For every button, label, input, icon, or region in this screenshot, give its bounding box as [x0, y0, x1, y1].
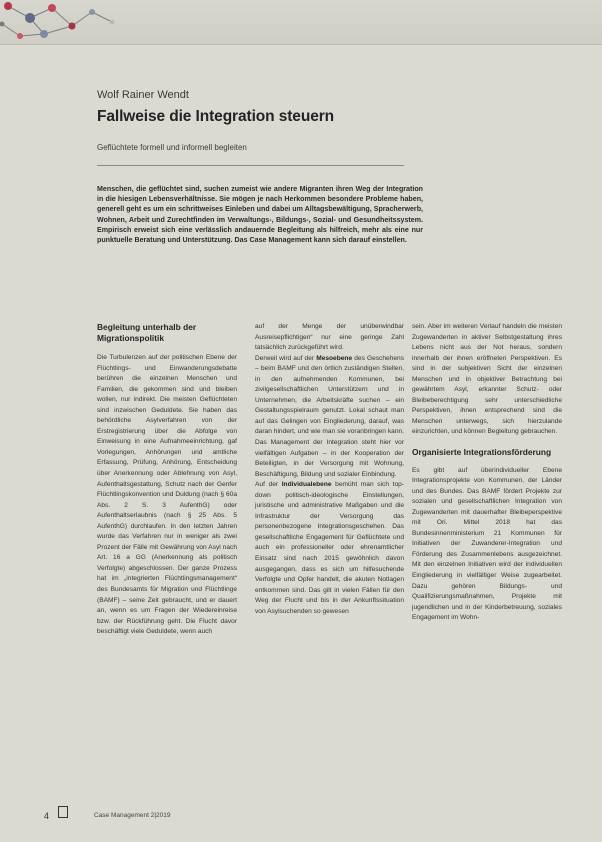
keyword: Individualebene: [281, 481, 332, 489]
author-name: Wolf Rainer Wendt: [97, 89, 189, 101]
body-text: bemüht man sich top-down politisch-ideologische Einstellungen, juristische und administrative Maßgaben und die Infrastruktur der Versorgung das personenbezogene Integrationsgeschehen. Das gesellschaftliche Engagement für Geflüchtete und auch ein professioneller oder ehrenamtlicher Einsatz sind nach 2015 gewöhnlich davon ausgegangen, dass es sich um hilfesuchende Verfolgte und Opfer handelt, die akuten Notlagen entkommen sind. Das gilt in vielen Fällen für den Weg der Flucht und bis in der Ankunftssituation von Asylsuchenden so gewesen: [255, 481, 404, 615]
body-text: Derweil wird auf der: [255, 354, 317, 362]
body-paragraph: [255, 354, 404, 481]
molecule-network-icon: [0, 0, 130, 48]
section-heading: Begleitung unterhalb der Migrationspolitik: [97, 322, 197, 343]
body-paragraph: Die Turbulenzen auf der politischen Ebene der Flüchtlings- und Einwanderungsdebatte berühren die einzelnen Menschen und Familien, die gekommen sind und bleiben wollen, nur indirekt. Die meisten Geflüchteten sind inzwischen Geduldete. Sie haben das behördliche Asylverfahren von der Erstregistrierung über die Abfolge von Einweisung in eine Aufnahmeeinrichtung, gaf Vorlegungen, Anhörungen und amtliche Erfassung, Prüfung, Anhörung, Entscheidung über Anerkennung oder Ablehnung von Asyl, Aufenthaltsgestattung, Schutz nach der Genfer Flüchtlingskonvention und Duldung (nach § 60a Abs. 2 S. 3 AufenthG) oder Aufenthaltserlaubnis (nach § 25 Abs. 5 AufenthG) durchlaufen. In den letzten Jahren wurde das Verfahren nur in weniger als zwei Prozent der Fälle mit Gewährung von Asyl nach Art. 16 a GG (Anerkennung als politisch Verfolgte) abgeschlossen. Der ganze Prozess hat im „integrierten Flüchtlingsmanagement“ des Bundesamts für Migration und Flüchtlinge (BAMF) – seine Zeit gebraucht, und er dauert an, wenn es um Fragen der Wiedereinreise bzw. der Rückführung geht. Die Flucht davor beschäftigt viele Geduldete, wenn auch: [97, 354, 237, 636]
intro-paragraph: Menschen, die geflüchtet sind, suchen zumeist wie andere Migranten ihren Weg der Integration in die hiesigen Lebensverhältnisse. Sie mögen je nach Herkommen besondere Probleme haben, generell geht es um ein schrittweises Einleben und dabei um Alltagsbewältigung, Spracherwerb, Wohnen, Arbeit und Zurechtfinden im Verwaltungs-, Bildungs-, Sozial- und Gesundheitssystem. Empirisch erweist sich eine verlässlich andauernde Begleitung als hilfreich, mehr als eine nur punktuelle Beratung und Unterstützung. Das Case Management kann sich darauf einstellen.: [97, 185, 423, 245]
article-title: Fallweise die Integration steuern: [97, 108, 335, 125]
divider: [97, 165, 404, 166]
document-icon: [58, 806, 68, 818]
body-paragraph: [255, 480, 404, 617]
article-subtitle: Geflüchtete formell und informell begleiten: [97, 143, 247, 152]
body-text: Auf der: [255, 481, 282, 489]
body-text: des Geschehens – beim BAMF und den örtlich zuständigen Stellen, in den aufnehmenden Kommunen, bei zivilgesellschaftlichen Unterstützern und in Unternehmen, die Arbeitskräfte suchen – ein Gestaltungsspielraum genutzt. Lokal schaut man auf das Gelingen von Eingliederung, darauf, was daran hindert, und wie man sie voranbringen kann. Das Management der Integration steht hier vor vielfältigen Aufgaben – in der Kooperation der Beteiligten, in der Versorgung mit Wohnung, Beschäftigung, Bildung und sozialer Einbindung.: [255, 354, 404, 478]
page-number: 4: [44, 811, 50, 821]
body-paragraph: sein. Aber im weiteren Verlauf handeln die meisten Zugewanderten in aktiver Selbstgestaltung ihres Lebens nicht aus der Not heraus, sondern innerhalb der ihnen eröffneten Perspektiven. Es sind in der subjektiven Sicht der einzelnen Menschen und in objektiver Betrachtung bei gewährtem Asyl, erkannter Schutz- oder Bleibeberechtigung sehr unterschiedliche Perspektiven, ihnen entsprechend sind die Menschen unterwegs, sich hierzulande einzurichten, und können Begleitung gebrauchen.: [412, 323, 562, 436]
body-paragraph: Es gibt auf überindividueller Ebene Integrationsprojekte von Kommunen, der Länder und des Bundes. Das BAMF fördert Projekte zur sozialen und gesellschaftlichen Integration von Zugewanderten mit dauerhafter Bleibeperspektive mit Ori. Mittel 2018 hat das Bundesinnenministerium 21 Kommunen für Initiativen der Zuwanderer-Integration und Förderung des Zusammenlebens ausgezeichnet. Mit den einzelnen Initiativen wird der individuellen Eingliederung in vielfältiger Weise zugearbeitet. Dazu gehören Bildungs- und Qualifizierungsmaßnahmen, Projekte mit jugendlichen und in der Kinderbetreuung, soziales Engagement im Wohn-: [412, 466, 562, 622]
column-1: [97, 322, 237, 638]
body-paragraph: auf der Menge der unüberwindbar Ausreisepflichtigen“ nur eine geringe Zahl tatsächlich zurückgeführt wird.: [255, 323, 404, 352]
column-2: [255, 322, 404, 617]
keyword: Mesoebene: [316, 354, 353, 362]
section-heading: Organisierte Integrationsförderung: [412, 447, 552, 458]
column-3: [412, 322, 562, 624]
magazine-name: Case Management 2|2019: [94, 812, 171, 819]
